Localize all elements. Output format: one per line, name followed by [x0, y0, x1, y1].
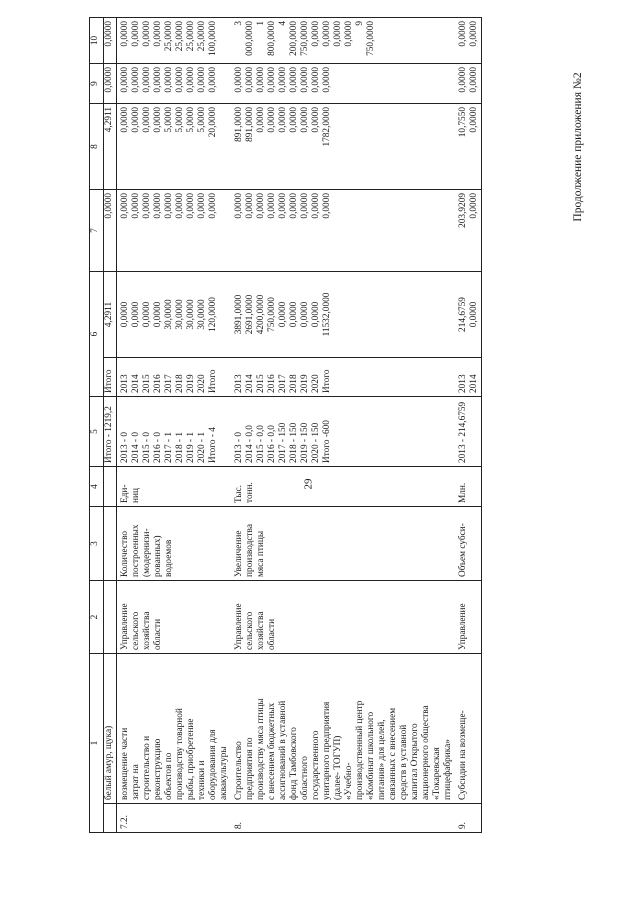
row-col10: 0,0000 0,0000 0,0000 0,0000 25,0000 25,0000 25,0000 25,0000 100,0000 — [117, 18, 232, 64]
totals-indicator: Итого - 1219,2 — [104, 397, 117, 467]
row-col7: 203,9209 0,0000 — [455, 190, 482, 272]
table-row — [231, 18, 455, 833]
row-unit: Еди- ниц — [117, 467, 232, 507]
appendix-title: Продолжение приложения №2 — [572, 72, 584, 222]
row-name: возмещение части затрат на строительство и реконструкцию объектов по производству товарной рыбы, приобретение техники и оборудования для аквакультуры — [117, 654, 232, 804]
program-table — [89, 17, 482, 833]
header-col-6: 6 — [90, 272, 104, 397]
totals-col6: 4,2911 — [104, 272, 117, 358]
row-col8: 10,7550 0,0000 — [455, 104, 482, 190]
row-executor: Управление сельского хозяйства области — [117, 581, 232, 654]
totals-col8: 4,2911 — [104, 104, 117, 190]
header-col-7: 7 — [90, 190, 104, 272]
header-col-10: 10 — [90, 18, 104, 64]
table-row — [117, 18, 232, 833]
row-col9: 0,0000 0,0000 — [455, 64, 482, 104]
row-executor: Управление сельского хозяйства области — [231, 581, 455, 654]
row-indicator: Объем субси- — [455, 507, 482, 581]
row-col7: 0,0000 0,0000 0,0000 0,0000 0,0000 0,0000 0,0000 0,0000 0,0000 — [117, 190, 232, 272]
row-unit: Тыс. тонн. — [231, 467, 455, 507]
rotated-table-container — [89, 18, 538, 833]
header-row — [90, 18, 104, 833]
totals-col9: 0,0000 — [104, 64, 117, 104]
row-years: 2013 2014 2015 2016 2017 2018 2019 2020 Итого — [231, 358, 455, 397]
totals-year-label: Итого — [104, 358, 117, 397]
row-name: Субсидии на возмеще- — [455, 654, 482, 804]
row-years: 2013 2014 — [455, 358, 482, 397]
row-col9: 0,0000 0,0000 0,0000 0,0000 0,0000 0,0000 0,0000 0,0000 0,0000 — [117, 64, 232, 104]
row-executor: Управление — [455, 581, 482, 654]
row-col8: 891,0000 891,0000 0,0000 0,0000 0,0000 0,0000 0,0000 0,0000 1782,0000 — [231, 104, 455, 190]
row-number: 9. — [455, 804, 482, 833]
row-col10: 3 000,0000 1 800,0000 4 200,0000 750,0000 0,0000 0,0000 0,0000 0,0000 9 750,0000 — [231, 18, 455, 64]
row-col9: 0,0000 0,0000 0,0000 0,0000 0,0000 0,0000 0,0000 0,0000 0,0000 — [231, 64, 455, 104]
totals-row — [104, 18, 117, 833]
totals-col7: 0,0000 — [104, 190, 117, 272]
row-number: 8. — [231, 804, 455, 833]
row-col6: 214,6759 0,0000 — [455, 272, 482, 358]
row-name: Строительство предприятия по производству мяса птицы с внесением бюджетных ассигнований в уставной фонд Тамбовского областного государственного унитарного предприятия (далее- ТОГУП) «Учебно- производственный центр «Комбинат школьного питания» для целей, связанных с внесением средств в уставной капитал Открытого акционерного общества «Токаревская птицефабрика» — [231, 654, 455, 804]
header-col-9: 9 — [90, 64, 104, 104]
row-col6: 3891,0000 2691,0000 4200,0000 750,0000 0,0000 0,0000 0,0000 0,0000 11532,0000 — [231, 272, 455, 358]
row-col6: 0,0000 0,0000 0,0000 0,0000 30,0000 30,0000 30,0000 30,0000 120,0000 — [117, 272, 232, 358]
totals-name: белый амур, щука) — [104, 654, 117, 804]
row-unit: Млн. — [455, 467, 482, 507]
header-col-2: 2 — [90, 581, 104, 654]
page-number: 29 — [302, 478, 315, 490]
row-col8: 0,0000 0,0000 0,0000 0,0000 5,0000 5,0000 5,0000 5,0000 20,0000 — [117, 104, 232, 190]
row-indicator: Количество построенных (модернизи- рованных) водоемов — [117, 507, 232, 581]
header-col-8: 8 — [90, 104, 104, 190]
row-indicator-values: 2013 - 0 2014 - 0 2015 - 0 2016 - 0 2017 - 1 2018 - 1 2019 - 1 2020 - 1 Итого - 4 — [117, 397, 232, 467]
header-col-4: 4 — [90, 467, 104, 507]
table-row — [455, 18, 482, 833]
row-col10: 0,0000 0,0000 — [455, 18, 482, 64]
appendix-title-box — [570, 52, 586, 242]
row-col7: 0,0000 0,0000 0,0000 0,0000 0,0000 0,0000 0,0000 0,0000 0,0000 — [231, 190, 455, 272]
row-indicator-values: 2013 - 214,6759 — [455, 397, 482, 467]
row-indicator: Увеличение производства мяса птицы — [231, 507, 455, 581]
header-col-3: 3 — [90, 507, 104, 581]
row-indicator-values: 2013 - 0 2014 - 0,0 2015 - 0,0 2016 - 0,0 2017 - 150 2018 - 150 2019 - 150 2020 - 150 Итого -600 — [231, 397, 455, 467]
totals-col10: 0,0000 — [104, 18, 117, 64]
header-col-5: 5 — [90, 397, 104, 467]
header-col-1: 1 — [90, 654, 104, 833]
row-years: 2013 2014 2015 2016 2017 2018 2019 2020 Итого — [117, 358, 232, 397]
row-number: 7.2. — [117, 804, 232, 833]
